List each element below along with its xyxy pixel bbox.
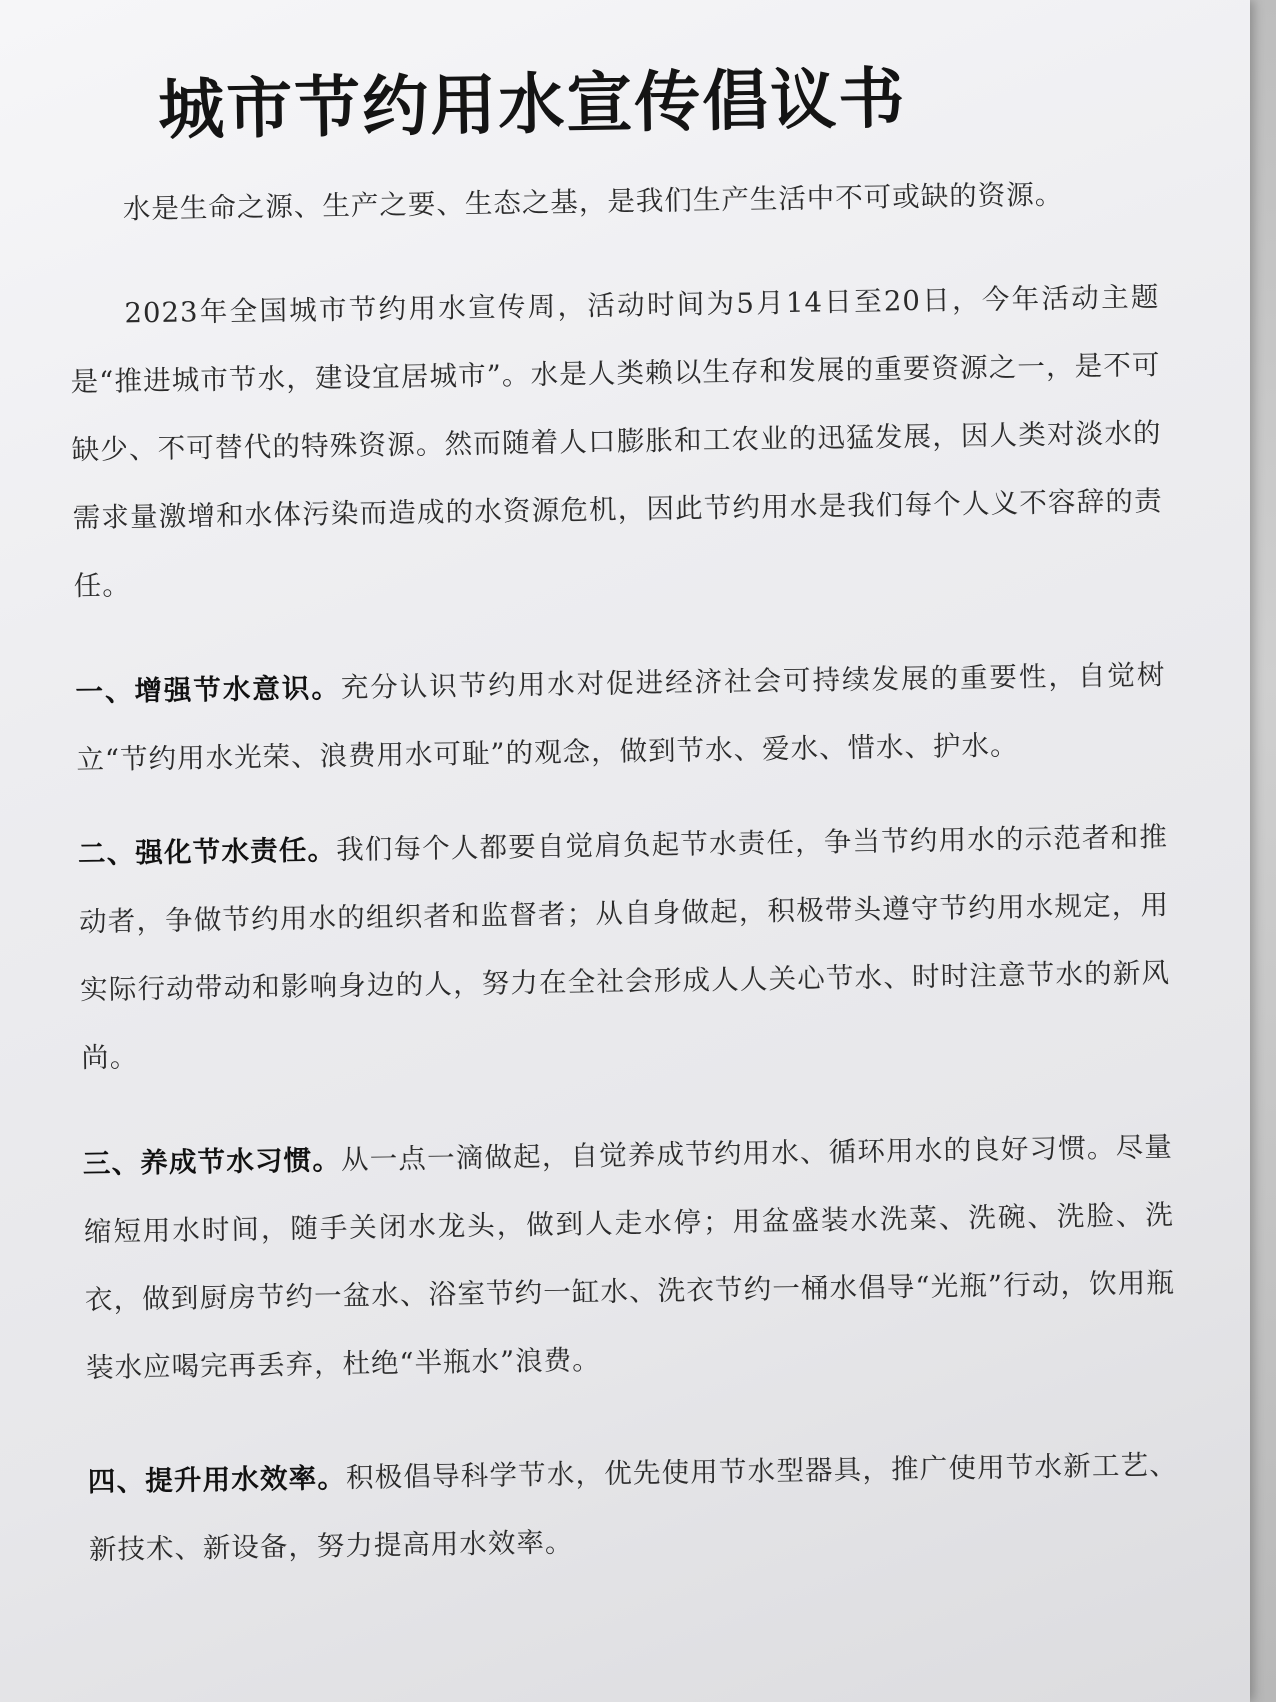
section-3-body: 从一点一滴做起，自觉养成节约用水、循环用水的良好习惯。尽量缩短用水时间，随手关闭水龙头，做到人走水停；用盆盛装水洗菜、洗碗、洗脸、洗衣，做到厨房节约一盆水、浴室节约一缸水、洗衣节约一桶水倡导“光瓶”行动，饮用瓶装水应喝完再丢弃，杜绝“半瓶水”浪费。 xyxy=(83,1131,1176,1385)
document-title: 城市节约用水宣传倡议书 xyxy=(157,60,907,149)
section-1-body: 充分认识节约用水对促进经济社会可持续发展的重要性，自觉树立“节约用水光荣、浪费用水可耻”的观念，做到节水、爱水、惜水、护水。 xyxy=(76,659,1166,777)
section-4-heading: 四、提升用水效率。 xyxy=(87,1462,347,1499)
section-1 xyxy=(75,641,1167,794)
section-4-body: 积极倡导科学节水，优先使用节水型器具，推广使用节水新工艺、新技术、新设备，努力提高用水效率。 xyxy=(88,1449,1178,1567)
section-2-heading: 二、强化节水责任。 xyxy=(77,834,337,871)
section-3 xyxy=(82,1113,1176,1402)
intro-paragraph: 水是生命之源、生产之要、生态之基，是我们生产生活中不可或缺的资源。 xyxy=(122,178,1064,226)
section-1-heading: 一、增强节水意识。 xyxy=(75,672,342,709)
section-2-body: 我们每个人都要自觉肩负起节水责任，争当节约用水的示范者和推动者，争做节约用水的组织者和监督者；从自身做起，积极带头遵守节约用水规定，用实际行动带动和影响身边的人，努力在全社会形成人人关心节水、时时注意节水的新风尚。 xyxy=(78,821,1171,1075)
section-3-heading: 三、养成节水习惯。 xyxy=(82,1144,342,1181)
section-2 xyxy=(77,803,1171,1092)
background-paragraph: 2023年全国城市节约用水宣传周，活动时间为5月14日至20日，今年活动主题是“推进城市节水，建设宜居城市”。水是人类赖以生存和发展的重要资源之一，是不可缺少、不可替代的特殊资源。然而随着人口膨胀和工农业的迅猛发展，因人类对淡水的需求量激增和水体污染而造成的水资源危机，因此节约用水是我们每个人义不容辞的责任。 xyxy=(70,281,1163,603)
section-4 xyxy=(87,1431,1179,1584)
